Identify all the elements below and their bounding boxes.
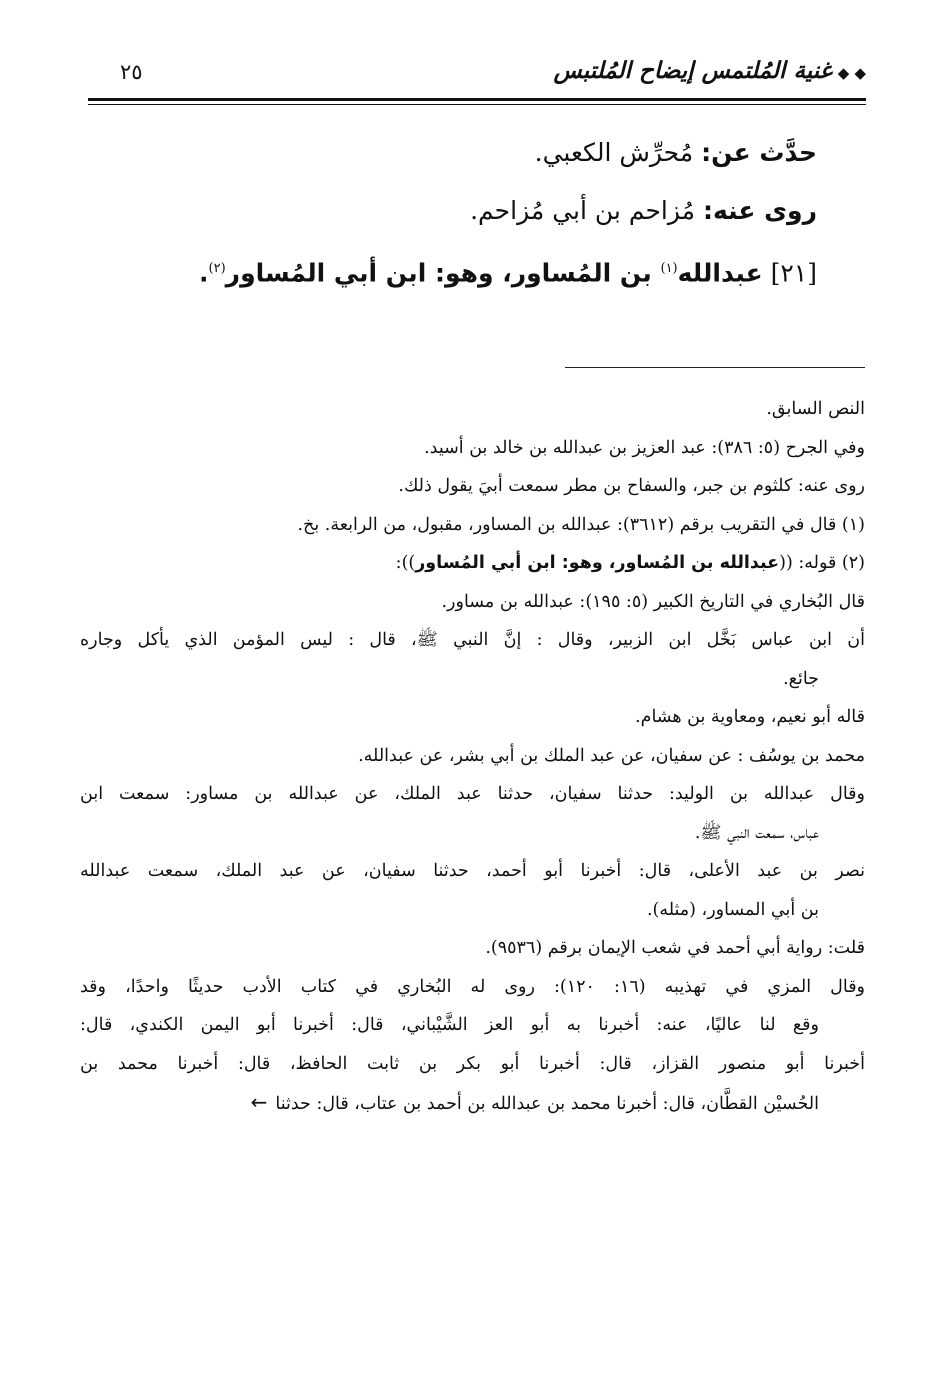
footnote-ref: (١) [660, 261, 678, 276]
main-text [127, 124, 817, 298]
footnote-line: قال البُخاري في التاريخ الكبير (٥: ١٩٥): عبدالله بن مساور. [441, 591, 865, 612]
footnote-line: أن ابن عباس بَخَّل ابن الزبير، وقال : إنَّ النبي ﷺ، قال : ليس المؤمن الذي يأكل وجاره [80, 630, 865, 650]
footnote-line: عباس، سمعت النبي ﷺ. [694, 822, 819, 843]
running-header [88, 58, 866, 94]
footnote-line: وقال المزي في تهذيبه (١٦: ١٢٠): روى له البُخاري في كتاب الأدب حديثًا واحدًا، وقد [80, 976, 865, 997]
footnote-ref: (٢) [208, 261, 226, 276]
footnote-line: أخبرنا أبو منصور القزاز، قال: أخبرنا أبو بكر بن ثابت الحافظ، قال: أخبرنا محمد بن [80, 1053, 865, 1074]
page-number: ٢٥ [120, 60, 143, 84]
footnote-line: وفي الجرح (٥: ٣٨٦): عبد العزيز بن عبدالله بن خالد بن أسيد. [424, 437, 865, 458]
footnote-line: الحُسيْن القطَّان، قال: أخبرنا محمد بن عبدالله بن أحمد بن عتاب، قال: حدثنا← [250, 1090, 819, 1114]
footnote-line: قلت: رواية أبي أحمد في شعب الإيمان برقم (٩٥٣٦). [485, 938, 865, 958]
entry-name: عبدالله [677, 258, 763, 288]
footnote-line: النص السابق. [766, 399, 865, 419]
label-narrated-by: روى عنه: [703, 196, 817, 225]
footnote-line: قاله أبو نعيم، ومعاوية بن هشام. [635, 707, 865, 727]
header-rule [88, 98, 866, 101]
running-title [553, 58, 866, 84]
continue-arrow-icon: ← [250, 1090, 268, 1114]
label-narrated-from: حدَّث عن: [701, 138, 817, 167]
header-rule-thin [88, 104, 866, 105]
entry-heading: [٢١] عبدالله$^{(١)}$ بن المُساور، وهو: ابن أبي المُساور$^{(٢)}$. [199, 258, 817, 288]
footnote-line: جائع. [783, 668, 819, 689]
main-line: حدَّث عن: مُحرِّش الكعبي. [534, 138, 817, 167]
diamond-ornament-icon: ◆ ◆ [837, 64, 866, 82]
main-line: روى عنه: مُزاحم بن أبي مُزاحم. [470, 196, 817, 225]
footnote-separator [565, 367, 865, 368]
footnote-line: نصر بن عبد الأعلى، قال: أخبرنا أبو أحمد، حدثنا سفيان، عن عبد الملك، سمعت عبدالله [80, 861, 865, 881]
footnote-line: وقال عبدالله بن الوليد: حدثنا سفيان، حدثنا عبد الملك، عن عبدالله بن مساور: سمعت ابن [80, 784, 865, 804]
footnote-line: بن أبي المساور، (مثله). [646, 899, 819, 920]
footnote-2: (٢) قوله: ((عبدالله بن المُساور، وهو: ابن أبي المُساور)): [395, 553, 865, 573]
entry-number: [٢١] [762, 258, 817, 288]
footnote-line: محمد بن يوسُف : عن سفيان، عن عبد الملك بن أبي بشر، عن عبدالله. [358, 745, 865, 766]
footnote-line: وقع لنا عاليًا، عنه: أخبرنا به أبو العز الشَّيْباني، قال: أخبرنا أبو اليمن الكندي، قال: [80, 1015, 819, 1035]
footnote-line: روى عنه: كلثوم بن جبر، والسفاح بن مطر سمعت أبيَ يقول ذلك. [398, 476, 865, 496]
book-title: غنية المُلتمس إيضاح المُلتبس [553, 58, 832, 84]
footnotes [80, 390, 865, 1122]
footnote-1: (١) قال في التقريب برقم (٣٦١٢): عبدالله بن المساور، مقبول، من الرابعة. بخ. [297, 514, 865, 535]
